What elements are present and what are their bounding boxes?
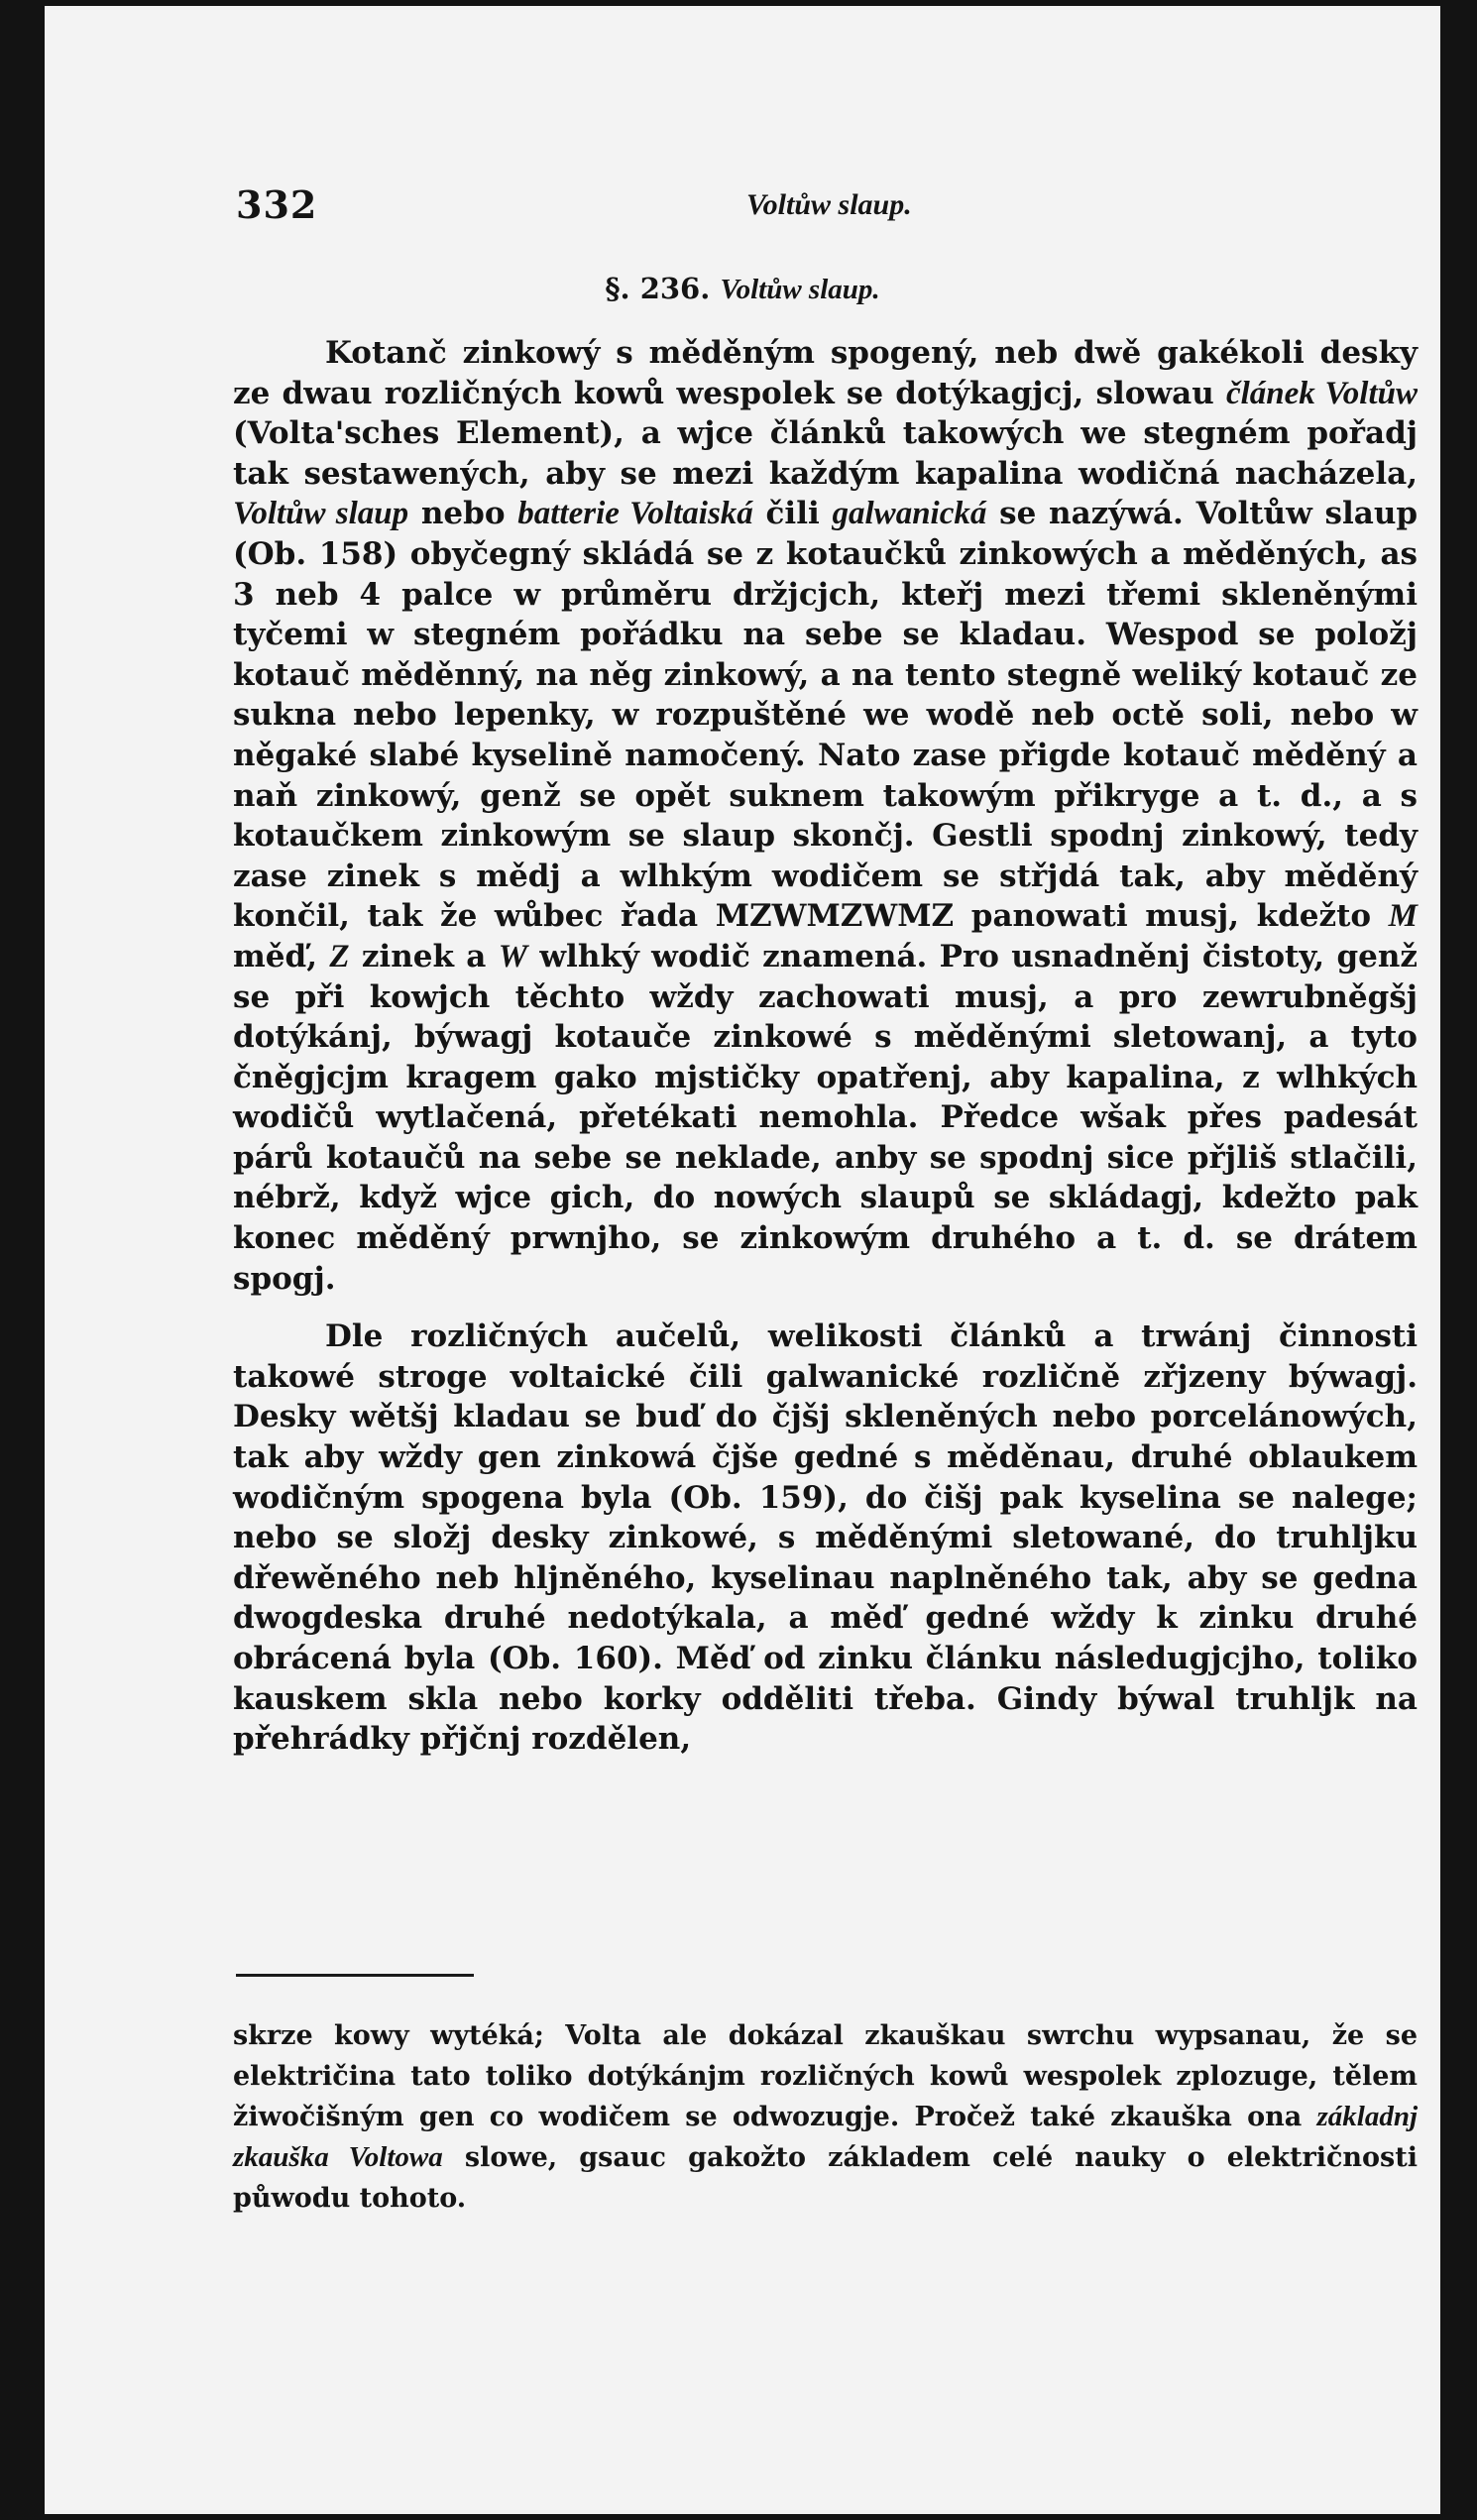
page-number: 332 — [236, 182, 318, 227]
term-galwanicka: galwanická — [832, 496, 987, 532]
footnote-text-2: slowe, gsauc gakožto základem celé nauky o električnosti půwodu tohoto. — [233, 2142, 1418, 2214]
p1-text-4: čili — [765, 496, 820, 532]
body-text — [233, 333, 1418, 1760]
footnote-text-1: skrze kowy wytéká; Volta ale dokázal zkauškau swrchu wypsanau, že se električina tato toliko dotýkánjm rozličných kowů wespolek zplozuge, tělem žiwočišným gen co wodičem se odwozugje. Pročež také zkauška ona — [233, 2020, 1418, 2132]
section-number: §. 236. — [605, 272, 711, 305]
running-title: Voltůw slaup. — [746, 188, 912, 221]
section-title: Voltůw slaup. — [720, 274, 880, 305]
footnote-paragraph — [233, 2015, 1418, 2219]
p1-text-8: wlhký wodič znamená. Pro usnadněnj čistoty, genž se při kowjch těchto wždy zachowati musj, a pro zewrubněgšj dotýkánj, býwagj kotauče zinkowé s měděnými sletowanj, a tyto čněgjcjm kragem gako mjstičky opatřenj, aby kapalina, z wlhkých wodičů wytlačená, přetékati nemohla. Předce wšak přes padesát párů kotaučů na sebe se neklade, anby se spodnj sice přjliš stlačili, nébrž, když wjce gich, do nowých slaupů se skládagj, kdežto pak konec měděný prwnjho, se zinkowým druhého a t. d. se drátem spogj. — [233, 938, 1419, 1297]
paragraph-1 — [233, 333, 1418, 1299]
symbol-z: Z — [329, 938, 350, 974]
p1-text-5: se nazýwá. Voltůw slaup (Ob. 158) obyčegný skládá se z kotaučků zinkowých a měděných, as 3 neb 4 palce w průměru držjcjch, kteřj mezi třemi skleněnými tyčemi w stegném pořádku na sebe se kladau. Wespod se položj kotauč měděnný, na něg zinkowý, a na tento stegně weliký kotauč ze sukna nebo lepenky, w rozpuštěné we wodě neb octě soli, nebo w něgaké slabé kyselině namočený. Nato zase přigde kotauč měděný a naň zinkowý, genž se opět suknem takowým přikryge a t. d., a s kotaučkem zinkowým se slaup skončj. Gestli spodnj zinkowý, tedy zase zinek s mědj a wlhkým wodičem se střjdá tak, aby měděný končil, tak že wůbec řada MZWMZWMZ panowati musj, kdežto — [233, 496, 1419, 935]
paragraph-2: Dle rozličných aučelů, welikosti článků a trwánj činnosti takowé stroge voltaické čili galwanické rozličně zřjzeny býwagj. Desky wětšj kladau se buď do čjšj skleněných nebo porcelánowých, tak aby wždy gen zinkowá čjše gedné s měděnau, druhé oblaukem wodičným spogena byla (Ob. 159), do čišj pak kyselina se nalege; nebo se složj desky zinkowé, s měděnými sletowané, do truhljku dřewěného neb hljněného, kyselinau naplněného tak, aby se gedna dwogdeska druhé nedotýkala, a měď gedné wždy k zinku druhé obrácená byla (Ob. 160). Měď od zinku článku následugjcjho, toliko kauskem skla nebo korky odděliti třeba. Gindy býwal truhljk na přehrádky přjčnj rozdělen, — [233, 1318, 1418, 1758]
running-head — [236, 182, 1237, 242]
p1-text-6: měď, — [233, 938, 317, 974]
section-heading — [45, 272, 1440, 306]
p1-text-7: zinek a — [361, 938, 487, 974]
symbol-w: W — [498, 938, 528, 974]
p1-text-2: (Volta'sches Element), a wjce článků takowých we stegném pořadj tak sestawených, aby se mezi každým kapalina wodičná nacházela, — [233, 415, 1418, 492]
symbol-m: M — [1388, 898, 1419, 935]
term-voltuw-slaup: Voltůw slaup — [233, 496, 409, 532]
book-page — [45, 6, 1440, 2514]
term-batterie-voltaiska: batterie Voltaiská — [517, 496, 753, 532]
p1-text-3: nebo — [420, 496, 506, 532]
footnote-rule — [236, 1974, 474, 1977]
footnote — [233, 2015, 1418, 2219]
p1-text-1: Kotanč zinkowý s měděným spogený, neb dwě gakékoli desky ze dwau rozličných kowů wespolek se dotýkagjcj, slowau — [233, 335, 1418, 411]
term-zakladni-zkauska: základnj zkauška Voltowa — [233, 2101, 1419, 2173]
term-clanek-voltuw: článek Voltůw — [1225, 375, 1418, 411]
